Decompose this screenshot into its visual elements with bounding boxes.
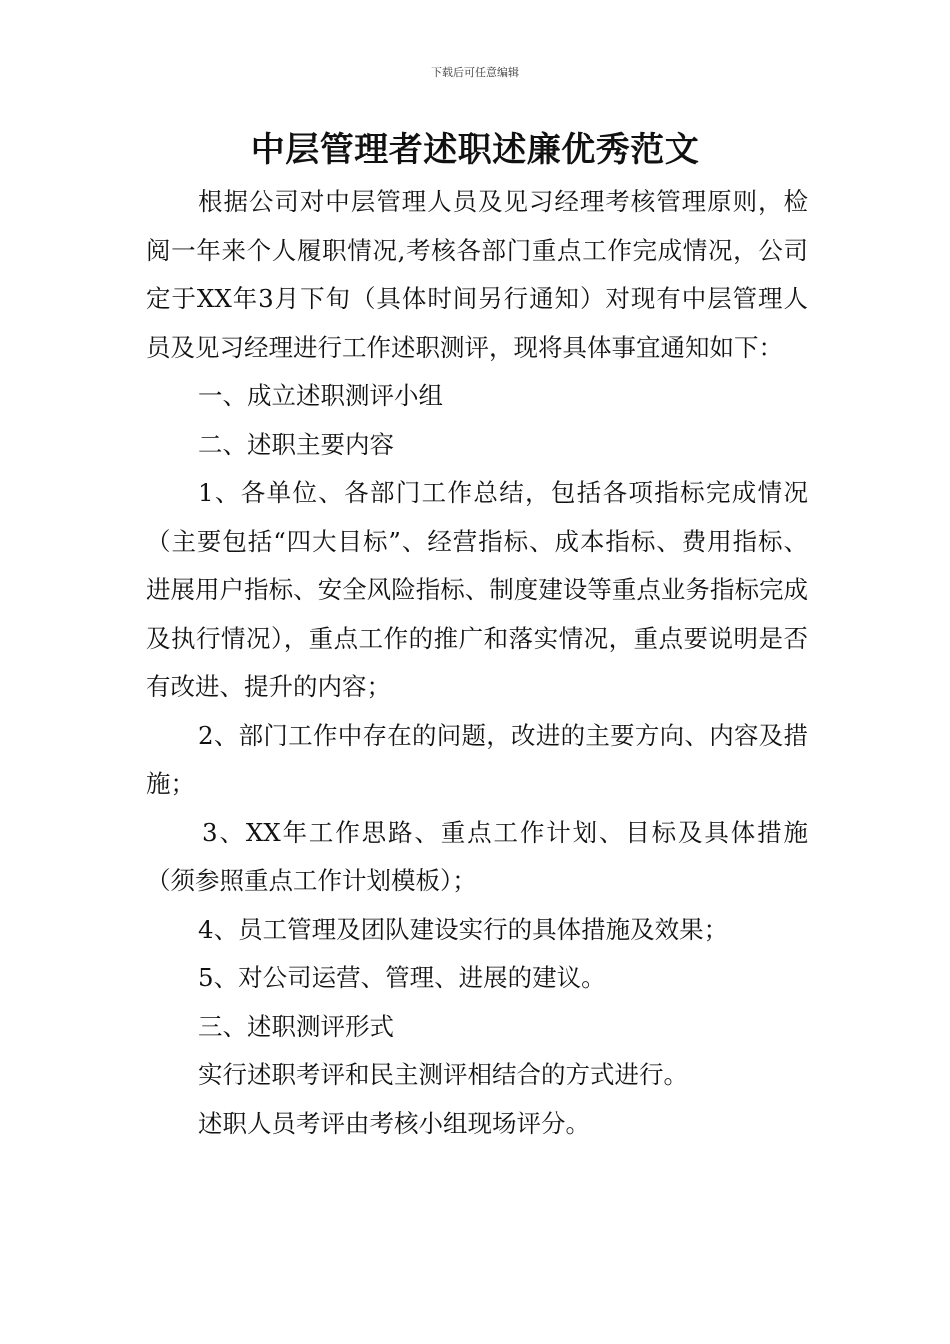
body-line-method: 实行述职考评和民主测评相结合的方式进行。	[198, 1060, 688, 1089]
list-item-2: 2、部门工作中存在的问题，改进的主要方向、内容及措施；	[146, 720, 808, 798]
list-item-1: 1、各单位、各部门工作总结，包括各项指标完成情况（主要包括“四大目标”、经营指标、成本指标、费用指标、进展用户指标、安全风险指标、制度建设等重点业务指标完成及执行情况），重点工作的推广和落实情况，重点要说明是否有改进、提升的内容；	[146, 478, 808, 701]
list-item-5: 5、对公司运营、管理、进展的建议。	[198, 963, 606, 992]
body-line-scoring: 述职人员考评由考核小组现场评分。	[198, 1108, 590, 1138]
document-body	[146, 178, 808, 1148]
list-item-4: 4、员工管理及团队建设实行的具体措施及效果；	[198, 914, 729, 944]
section-heading-1: 一、成立述职测评小组	[198, 381, 443, 410]
intro-paragraph: 根据公司对中层管理人员及见习经理考核管理原则，检阅一年来个人履职情况,考核各部门重点工作完成情况，公司定于XX年3月下旬（具体时间另行通知）对现有中层管理人员及见习经理进行工作述职测评，现将具体事宜通知如下：	[146, 187, 808, 362]
section-heading-3: 三、述职测评形式	[198, 1011, 394, 1041]
document-title: 中层管理者述职述廉优秀范文	[250, 130, 700, 170]
page-header-note: 下载后可任意编辑	[431, 66, 519, 79]
section-heading-2: 二、述职主要内容	[198, 429, 394, 459]
list-item-3: 3、XX年工作思路、重点工作计划、目标及具体措施（须参照重点工作计划模板）；	[146, 817, 808, 895]
